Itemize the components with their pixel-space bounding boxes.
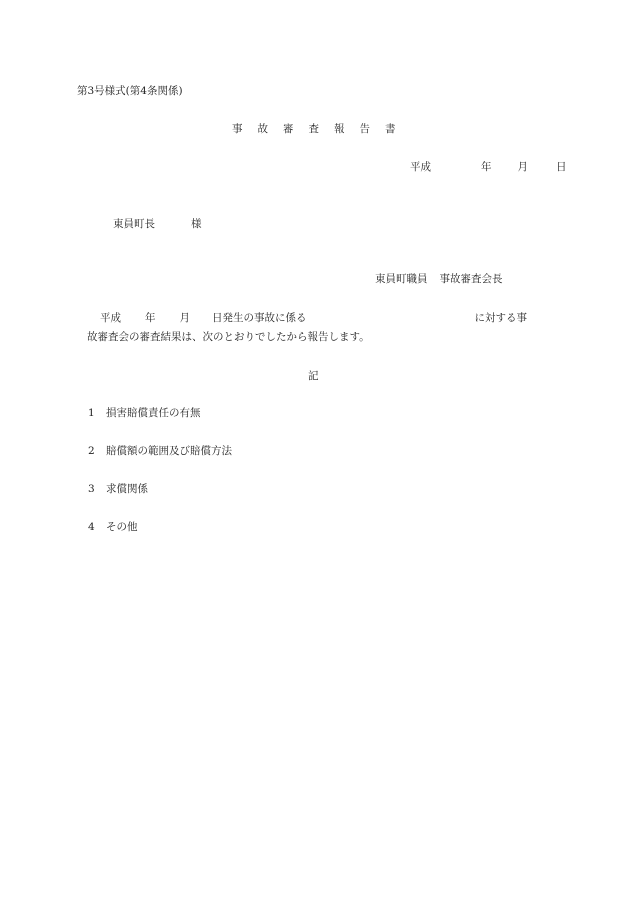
item-text: 賠償額の範囲及び賠償方法	[106, 445, 232, 457]
sender-role: 事故審査会長	[439, 273, 503, 285]
addressee	[113, 217, 202, 231]
sender	[375, 272, 503, 286]
body-text-line-2: 故審査会の審査結果は、次のとおりでしたから報告します。	[87, 331, 370, 343]
date-month-label: 月	[517, 161, 528, 173]
body-after-blank: に対する事	[474, 312, 527, 324]
item-number: 4	[88, 521, 95, 533]
addressee-honorific: 様	[191, 218, 202, 230]
list-item	[88, 444, 232, 458]
list-item	[88, 482, 148, 496]
title-char: 査	[308, 123, 319, 135]
body-day-text: 日発生の事故に係る	[212, 312, 307, 324]
document-title	[232, 122, 396, 136]
title-char: 審	[283, 123, 294, 135]
body-year-label: 年	[145, 312, 156, 324]
body-text-line-1	[100, 311, 527, 325]
date-era: 平成	[410, 161, 431, 173]
title-char: 書	[385, 123, 396, 135]
item-text: 求償関係	[106, 483, 148, 495]
body-era: 平成	[100, 312, 121, 324]
list-item	[88, 520, 138, 534]
title-char: 事	[232, 123, 243, 135]
sender-org: 東員町職員	[375, 273, 428, 285]
form-number: 第3号様式(第4条関係)	[77, 85, 183, 97]
title-char: 報	[334, 123, 345, 135]
item-number: 2	[88, 445, 95, 457]
ki-heading: 記	[308, 370, 319, 382]
item-text: 損害賠償責任の有無	[106, 407, 201, 419]
list-item	[88, 406, 201, 420]
date-year-label: 年	[481, 161, 492, 173]
title-char: 故	[257, 123, 268, 135]
item-number: 3	[88, 483, 95, 495]
body-month-label: 月	[179, 312, 190, 324]
date-day-label: 日	[556, 161, 567, 173]
report-date	[410, 160, 567, 174]
addressee-name: 東員町長	[113, 218, 155, 230]
item-number: 1	[88, 407, 95, 419]
title-char: 告	[359, 123, 370, 135]
item-text: その他	[106, 521, 138, 533]
